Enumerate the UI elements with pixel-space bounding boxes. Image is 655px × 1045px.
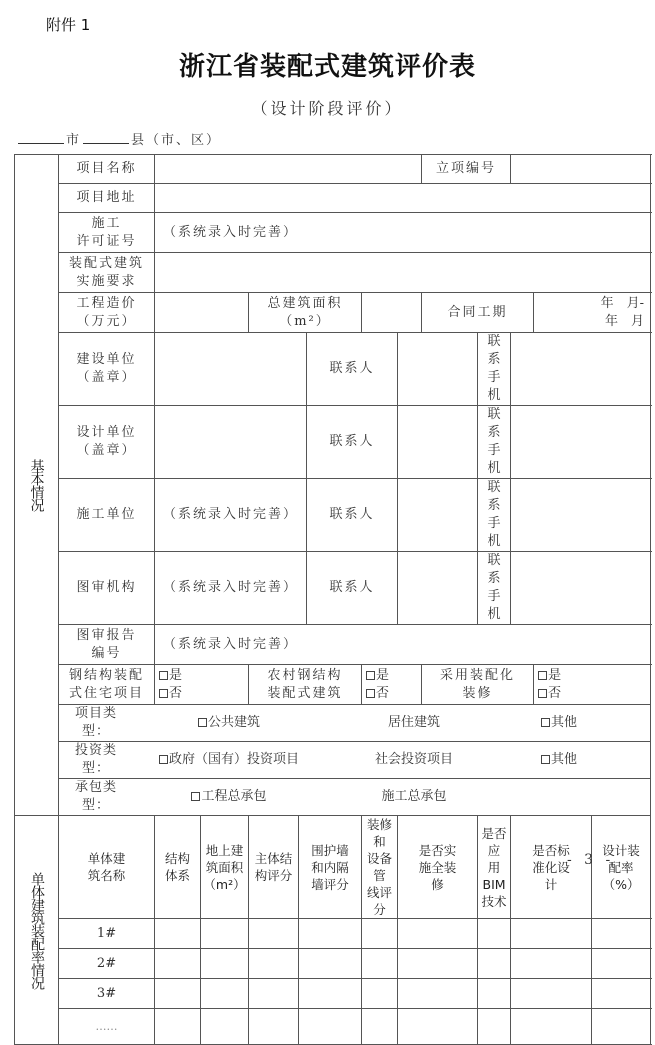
total-area-field[interactable]: [362, 293, 422, 333]
column-header-standardized-design: 是否标 准化设 计: [511, 816, 592, 919]
project-type-row: [59, 705, 651, 742]
cell[interactable]: [249, 919, 299, 949]
cell[interactable]: [511, 1009, 592, 1045]
steel-residential-no[interactable]: 否: [159, 685, 244, 703]
column-header-design-rate: 设计装 配率 （%）: [592, 816, 651, 919]
contract-type-row: [59, 779, 651, 816]
building-rate-section-label: 单体建筑装配率情况: [15, 816, 59, 1045]
region-line: [18, 129, 221, 148]
steel-residential-label: 钢结构装配 式住宅项目: [59, 665, 155, 705]
contact-phone-label: 联系 手机: [478, 479, 511, 552]
cell[interactable]: [155, 949, 201, 979]
checkbox-icon[interactable]: [538, 671, 547, 680]
cell[interactable]: [592, 979, 651, 1009]
cell[interactable]: [592, 1009, 651, 1045]
prefab-decoration-no[interactable]: 否: [538, 685, 646, 703]
project-type-public[interactable]: 公共建筑: [129, 714, 329, 732]
construction-unit-label: 建设单位 （盖章）: [59, 333, 155, 406]
project-type-residential[interactable]: 居住建筑: [387, 715, 440, 730]
project-name-field[interactable]: [155, 155, 422, 184]
table-row: [15, 949, 651, 979]
project-code-field[interactable]: [511, 155, 651, 184]
city-blank[interactable]: [18, 131, 64, 144]
cell[interactable]: [362, 949, 398, 979]
builder-unit-field[interactable]: （系统录入时完善）: [155, 479, 307, 552]
building-name-cell: ……: [59, 1009, 155, 1045]
column-header-full-decoration: 是否实 施全装 修: [398, 816, 478, 919]
cell[interactable]: [398, 1009, 478, 1045]
basic-info-section-label: 基本情况: [15, 155, 59, 816]
contact-person-field[interactable]: [398, 479, 478, 552]
investment-type-social[interactable]: 社会投资项目: [374, 752, 453, 767]
prefab-decoration-yes[interactable]: 是: [538, 667, 646, 685]
prefab-decoration-options: [534, 665, 651, 705]
cell[interactable]: [299, 919, 362, 949]
permit-label: 施工 许可证号: [59, 213, 155, 253]
rural-steel-yes[interactable]: 是: [366, 667, 417, 685]
prefab-requirement-field[interactable]: [155, 253, 651, 293]
contact-person-field[interactable]: [398, 552, 478, 625]
investment-type-other[interactable]: 其他: [499, 751, 619, 769]
design-unit-field[interactable]: [155, 406, 307, 479]
contract-type-epc[interactable]: 工程总承包: [129, 788, 329, 806]
contact-person-label: 联系人: [307, 333, 398, 406]
cell[interactable]: [201, 1009, 249, 1045]
cell[interactable]: [592, 919, 651, 949]
checkbox-icon[interactable]: [159, 689, 168, 698]
contact-phone-field[interactable]: [511, 479, 651, 552]
cell[interactable]: [398, 919, 478, 949]
checkbox-icon[interactable]: [366, 671, 375, 680]
cell[interactable]: [478, 979, 511, 1009]
builder-unit-label: 施工单位: [59, 479, 155, 552]
review-agency-field[interactable]: （系统录入时完善）: [155, 552, 307, 625]
cell[interactable]: [511, 979, 592, 1009]
column-header-structure-system: 结构 体系: [155, 816, 201, 919]
cell[interactable]: [155, 919, 201, 949]
design-unit-label: 设计单位 （盖章）: [59, 406, 155, 479]
contract-type-construction[interactable]: 施工总承包: [381, 789, 447, 804]
cell[interactable]: [511, 949, 592, 979]
cell[interactable]: [249, 1009, 299, 1045]
building-name-cell: 2#: [59, 949, 155, 979]
contact-person-field[interactable]: [398, 333, 478, 406]
rural-steel-options: [362, 665, 422, 705]
column-header-wall-score: 围护墙 和内隔 墙评分: [299, 816, 362, 919]
permit-field[interactable]: （系统录入时完善）: [155, 213, 651, 253]
contract-period-field[interactable]: 年 月- 年 月: [534, 293, 651, 333]
page-subtitle: （设计阶段评价）: [251, 99, 404, 118]
prefab-requirement-label: 装配式建筑 实施要求: [59, 253, 155, 293]
project-address-label: 项目地址: [59, 184, 155, 213]
cell[interactable]: [201, 979, 249, 1009]
contact-phone-label: 联系 手机: [478, 333, 511, 406]
checkbox-icon[interactable]: [191, 792, 200, 801]
cell[interactable]: [249, 949, 299, 979]
cell[interactable]: [478, 1009, 511, 1045]
project-type-label: 项目类型：: [74, 706, 117, 739]
cell[interactable]: [362, 979, 398, 1009]
cell[interactable]: [299, 1009, 362, 1045]
table-row: [15, 1009, 651, 1045]
investment-type-label: 投资类型：: [74, 743, 117, 776]
cell[interactable]: [299, 979, 362, 1009]
cell[interactable]: [201, 949, 249, 979]
checkbox-icon[interactable]: [366, 689, 375, 698]
building-name-cell: 1#: [59, 919, 155, 949]
checkbox-icon[interactable]: [159, 755, 168, 764]
attachment-label: 附件 1: [46, 16, 91, 34]
cell[interactable]: [249, 979, 299, 1009]
cell[interactable]: [155, 979, 201, 1009]
contact-person-label: 联系人: [307, 479, 398, 552]
table-row: [15, 919, 651, 949]
contact-phone-field[interactable]: [511, 552, 651, 625]
column-header-bim: 是否应 用 BIM 技术: [478, 816, 511, 919]
column-header-above-ground-area: 地上建 筑面积 （m²）: [201, 816, 249, 919]
review-report-field[interactable]: （系统录入时完善）: [155, 625, 651, 665]
contact-phone-field[interactable]: [511, 333, 651, 406]
building-name-cell: 3#: [59, 979, 155, 1009]
project-name-label: 项目名称: [59, 155, 155, 184]
review-agency-label: 图审机构: [59, 552, 155, 625]
investment-type-government[interactable]: 政府（国有）投资项目: [129, 751, 329, 769]
checkbox-icon[interactable]: [541, 718, 550, 727]
cell[interactable]: [201, 919, 249, 949]
contact-person-field[interactable]: [398, 406, 478, 479]
project-address-field[interactable]: [155, 184, 651, 213]
checkbox-icon[interactable]: [538, 689, 547, 698]
cell[interactable]: [398, 979, 478, 1009]
project-type-other[interactable]: 其他: [499, 714, 619, 732]
contact-phone-field[interactable]: [511, 406, 651, 479]
project-code-label: 立项编号: [422, 155, 511, 184]
cell[interactable]: [511, 919, 592, 949]
county-suffix: 县（市、区）: [131, 133, 222, 148]
page-title: 浙江省装配式建筑评价表: [178, 52, 476, 82]
cell[interactable]: [478, 949, 511, 979]
checkbox-icon[interactable]: [541, 755, 550, 764]
cell[interactable]: [478, 919, 511, 949]
cell[interactable]: [362, 1009, 398, 1045]
contact-phone-label: 联系 手机: [478, 406, 511, 479]
cell[interactable]: [362, 919, 398, 949]
steel-residential-yes[interactable]: 是: [159, 667, 244, 685]
cell[interactable]: [155, 1009, 201, 1045]
cell[interactable]: [299, 949, 362, 979]
table-row: [15, 979, 651, 1009]
column-header-decoration-score: 装修和 设备管 线评分: [362, 816, 398, 919]
construction-unit-field[interactable]: [155, 333, 307, 406]
contract-type-label: 承包类型：: [74, 780, 117, 813]
column-header-main-structure-score: 主体结 构评分: [249, 816, 299, 919]
review-report-label: 图审报告 编号: [59, 625, 155, 665]
evaluation-table: [14, 154, 651, 1045]
contact-phone-label: 联系 手机: [478, 552, 511, 625]
investment-type-row: [59, 742, 651, 779]
contact-person-label: 联系人: [307, 406, 398, 479]
checkbox-icon[interactable]: [198, 718, 207, 727]
contact-person-label: 联系人: [307, 552, 398, 625]
cost-field[interactable]: [155, 293, 249, 333]
city-suffix: 市: [66, 133, 82, 148]
contract-period-label: 合同工期: [422, 293, 534, 333]
rural-steel-no[interactable]: 否: [366, 685, 417, 703]
steel-residential-options: [155, 665, 249, 705]
county-blank[interactable]: [83, 131, 129, 144]
cost-label: 工程造价 （万元）: [59, 293, 155, 333]
page-number: - 3 -: [567, 852, 615, 868]
checkbox-icon[interactable]: [159, 671, 168, 680]
rural-steel-label: 农村钢结构 装配式建筑: [249, 665, 362, 705]
prefab-decoration-label: 采用装配化 装修: [422, 665, 534, 705]
column-header-building-name: 单体建 筑名称: [59, 816, 155, 919]
cell[interactable]: [398, 949, 478, 979]
total-area-label: 总建筑面积 （m²）: [249, 293, 362, 333]
cell[interactable]: [592, 949, 651, 979]
